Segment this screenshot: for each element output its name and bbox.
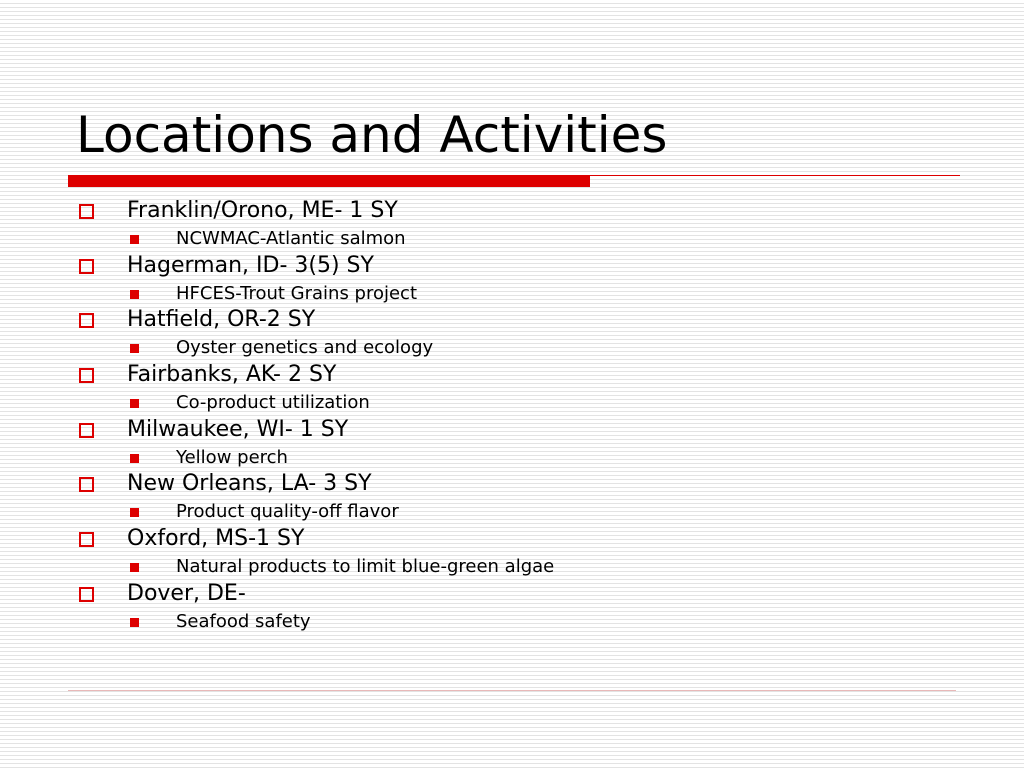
bullet-text: Milwaukee, WI- 1 SY <box>127 416 349 442</box>
sub-bullet-text: Co-product utilization <box>176 392 370 414</box>
bullet-item <box>76 524 976 554</box>
filled-square-bullet-icon <box>130 454 139 463</box>
bullet-list <box>76 196 976 634</box>
bullet-item <box>76 579 976 609</box>
filled-square-bullet-icon <box>130 618 139 627</box>
sub-bullet-item <box>76 554 976 579</box>
bullet-text: Dover, DE- <box>127 580 246 606</box>
bullet-item <box>76 469 976 499</box>
sub-bullet-item <box>76 281 976 306</box>
sub-bullet-item <box>76 390 976 415</box>
hollow-square-bullet-icon <box>79 204 94 219</box>
hollow-square-bullet-icon <box>79 532 94 547</box>
sub-bullet-item <box>76 609 976 634</box>
title-underline-rule <box>590 175 960 176</box>
bullet-item <box>76 305 976 335</box>
bullet-text: Hagerman, ID- 3(5) SY <box>127 252 374 278</box>
title-underline-bar <box>68 175 590 187</box>
sub-bullet-text: Natural products to limit blue-green algae <box>176 556 555 578</box>
sub-bullet-item <box>76 335 976 360</box>
bullet-item <box>76 415 976 445</box>
filled-square-bullet-icon <box>130 563 139 572</box>
hollow-square-bullet-icon <box>79 477 94 492</box>
filled-square-bullet-icon <box>130 235 139 244</box>
sub-bullet-text: Yellow perch <box>176 446 288 468</box>
sub-bullet-text: Oyster genetics and ecology <box>176 337 434 359</box>
sub-bullet-text: Product quality-off flavor <box>176 501 399 523</box>
sub-bullet-item <box>76 226 976 251</box>
slide-title: Locations and Activities <box>76 106 668 164</box>
sub-bullet-text: NCWMAC-Atlantic salmon <box>176 228 406 249</box>
filled-square-bullet-icon <box>130 508 139 517</box>
hollow-square-bullet-icon <box>79 368 94 383</box>
filled-square-bullet-icon <box>130 399 139 408</box>
bullet-text: Hatfield, OR-2 SY <box>127 307 316 333</box>
sub-bullet-text: Seafood safety <box>176 610 311 632</box>
bullet-text: Fairbanks, AK- 2 SY <box>127 362 337 388</box>
sub-bullet-text: HFCES-Trout Grains project <box>176 282 418 304</box>
hollow-square-bullet-icon <box>79 259 94 274</box>
sub-bullet-item <box>76 445 976 470</box>
sub-bullet-item <box>76 499 976 524</box>
bullet-text: Oxford, MS-1 SY <box>127 526 305 552</box>
bullet-text: Franklin/Orono, ME- 1 SY <box>127 198 398 223</box>
hollow-square-bullet-icon <box>79 423 94 438</box>
bullet-item <box>76 251 976 281</box>
footer-rule <box>68 690 956 691</box>
bullet-item <box>76 360 976 390</box>
hollow-square-bullet-icon <box>79 587 94 602</box>
filled-square-bullet-icon <box>130 344 139 353</box>
bullet-text: New Orleans, LA- 3 SY <box>127 471 372 497</box>
filled-square-bullet-icon <box>130 290 139 299</box>
bullet-item <box>76 196 976 226</box>
hollow-square-bullet-icon <box>79 313 94 328</box>
